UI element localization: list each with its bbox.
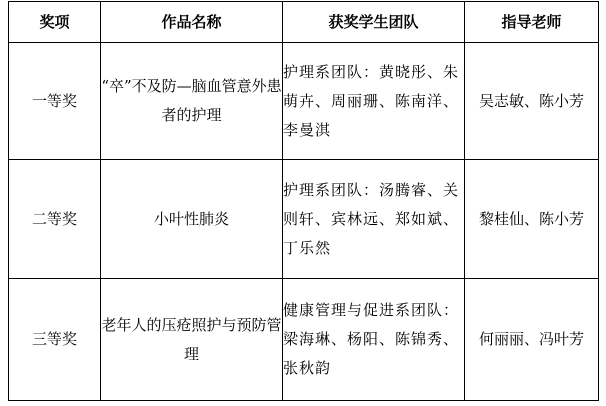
award-cell: 三等奖	[9, 279, 101, 401]
header-teacher: 指导老师	[465, 2, 599, 43]
award-cell: 一等奖	[9, 43, 101, 160]
team-cell: 护理系团队：汤腾睿、关则轩、宾林远、郑如斌、丁乐然	[283, 160, 465, 279]
header-row	[9, 2, 599, 43]
header-work: 作品名称	[101, 2, 283, 43]
team-cell: 健康管理与促进系团队：梁海琳、杨阳、陈锦秀、张秋韵	[283, 279, 465, 401]
work-title-cell: “卒”不及防—脑血管意外患者的护理	[101, 43, 283, 160]
awards-table	[8, 1, 599, 401]
teacher-cell: 何丽丽、冯叶芳	[465, 279, 599, 401]
header-award: 奖项	[9, 2, 101, 43]
header-team: 获奖学生团队	[283, 2, 465, 43]
teacher-cell: 黎桂仙、陈小芳	[465, 160, 599, 279]
team-cell: 护理系团队：黄晓彤、朱萌卉、周丽珊、陈南洋、李曼淇	[283, 43, 465, 160]
table-row	[9, 279, 599, 401]
work-title-cell: 小叶性肺炎	[101, 160, 283, 279]
award-cell: 二等奖	[9, 160, 101, 279]
table-row	[9, 43, 599, 160]
table-row	[9, 160, 599, 279]
table-body	[9, 43, 599, 401]
teacher-cell: 吴志敏、陈小芳	[465, 43, 599, 160]
work-title-cell: 老年人的压疮照护与预防管理	[101, 279, 283, 401]
table-header	[9, 2, 599, 43]
